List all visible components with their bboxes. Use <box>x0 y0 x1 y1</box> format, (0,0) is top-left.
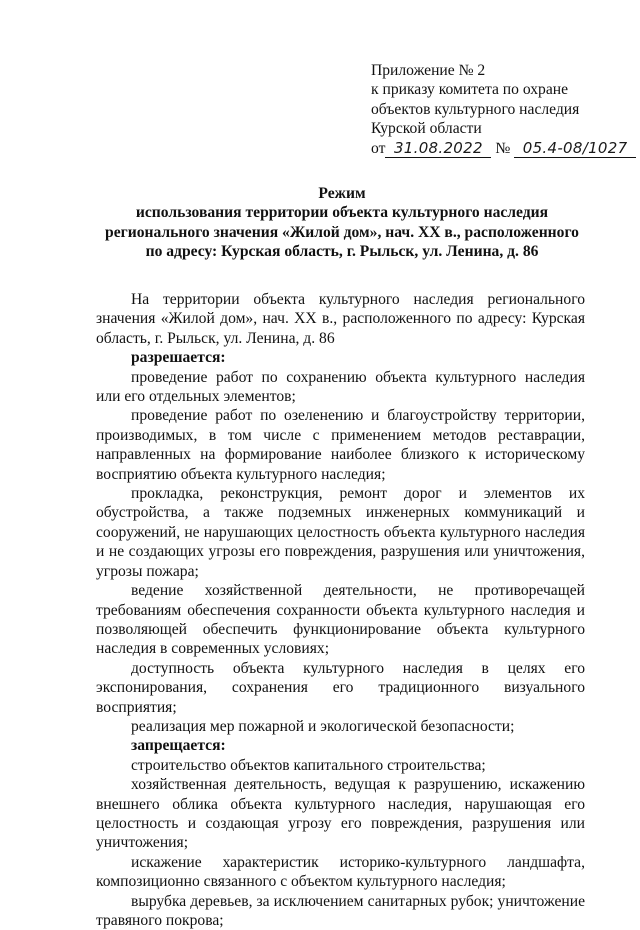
number-label: № <box>495 139 511 157</box>
title-line-3: регионального значения «Жилой дом», нач. XX в., расположенного <box>105 223 579 241</box>
intro-paragraph: На территории объекта культурного наследия регионального значения «Жилой дом», нач. XX в., расположенного по адресу: Курская область, г. Рыльск, ул. Ленина, д. 86 <box>96 291 585 347</box>
forbidden-item: хозяйственная деятельность, ведущая к разрушению, искажению внешнего облика объекта культурного наследия, нарушающая его целостность и создающая угрозу его повреждения, разрушения или уничтожения; <box>96 776 585 852</box>
allowed-item: ведение хозяйственной деятельности, не противоречащей требованиям обеспечения сохранности объекта культурного наследия и позволяющей обеспечить функционирование объекта культурного наследия в современных условиях; <box>96 582 585 658</box>
appendix-committee: объектов культурного наследия <box>371 100 580 118</box>
title-line-2: использования территории объекта культурного наследия <box>135 204 549 222</box>
forbidden-item: вырубка деревьев, за исключением санитарных рубок; уничтожение травяного покрова; <box>96 892 585 929</box>
appendix-order-ref: к приказу комитета по охране <box>371 81 569 99</box>
allowed-heading: разрешается: <box>131 349 226 367</box>
allowed-item: проведение работ по сохранению объекта культурного наследия или его отдельных элементов; <box>96 368 585 406</box>
appendix-region: Курской области <box>371 120 482 138</box>
allowed-item: реализация мер пожарной и экологической безопасности; <box>131 717 515 735</box>
document-body <box>96 290 585 930</box>
document-title <box>96 184 588 262</box>
appendix-number: Приложение № 2 <box>371 62 486 79</box>
handwritten-date: 31.08.2022 <box>385 140 491 158</box>
handwritten-number: 05.4-08/1027 <box>514 140 636 158</box>
forbidden-heading: запрещается: <box>131 737 226 755</box>
allowed-item: прокладка, реконструкция, ремонт дорог и элементов их обустройства, а также подземных инженерных коммуникаций и сооружений, не нарушающих целостность объекта культурного наследия и не создающих угрозы его повреждения, разрушения или уничтожения, угрозы пожара; <box>96 485 585 580</box>
forbidden-item: искажение характеристик историко-культурного ландшафта, композиционно связанного с объектом культурного наследия; <box>96 853 585 891</box>
forbidden-item: строительство объектов капитального строительства; <box>131 756 486 774</box>
allowed-item: проведение работ по озеленению и благоустройству территории, производимых, в том числе с применением методов реставрации, направленных на формирование наиболее близкого к историческому восприятию объекта культурного наследия; <box>96 407 585 483</box>
title-line-1: Режим <box>318 185 366 202</box>
appendix-header <box>371 61 633 158</box>
appendix-date-number-line <box>371 139 633 158</box>
allowed-item: доступность объекта культурного наследия в целях его экспонирования, сохранения его традиционного визуального восприятия; <box>96 659 585 716</box>
title-line-4: по адресу: Курская область, г. Рыльск, ул. Ленина, д. 86 <box>145 243 539 261</box>
from-label: от <box>371 139 386 157</box>
